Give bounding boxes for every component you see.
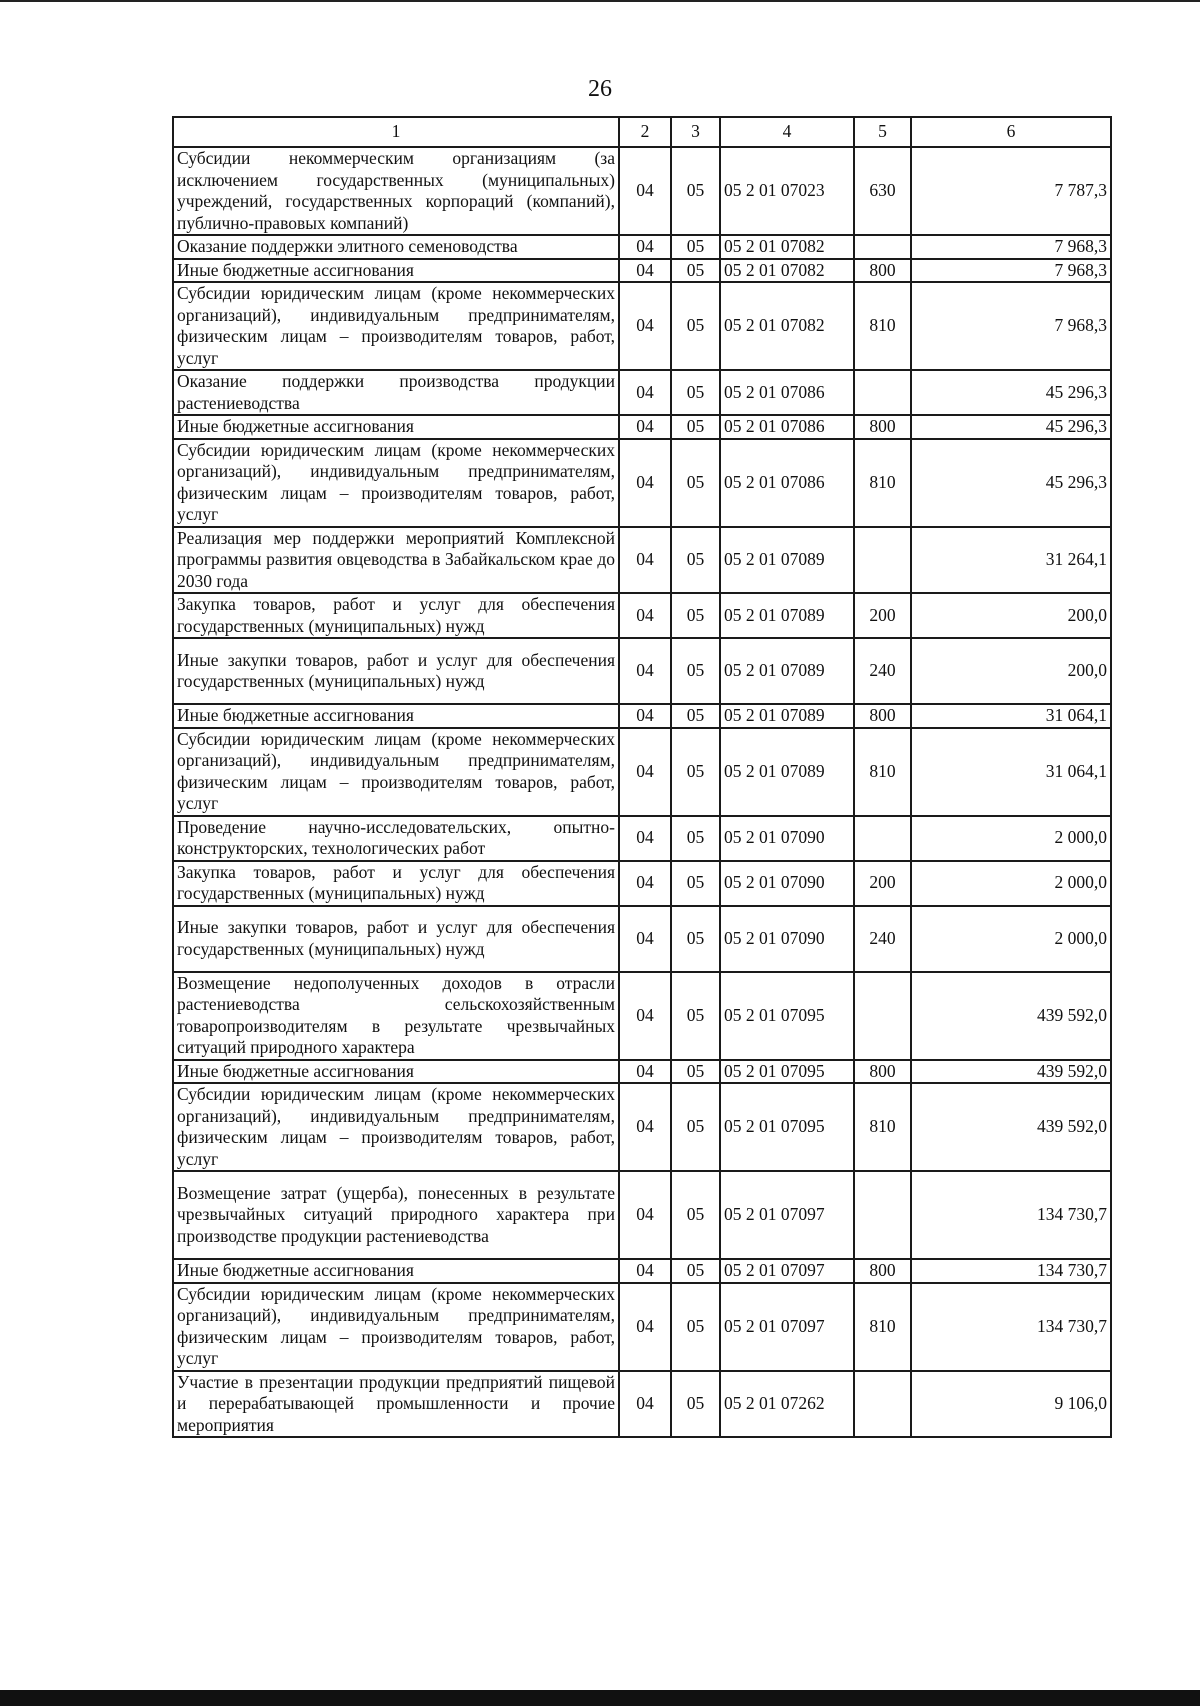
row-section: 04	[619, 527, 671, 594]
row-amount: 7 968,3	[911, 235, 1111, 259]
row-section: 04	[619, 147, 671, 235]
row-name: Проведение научно-исследовательских, опытно-конструкторских, технологических работ	[173, 816, 619, 861]
table-row	[173, 1083, 1111, 1171]
row-name: Иные бюджетные ассигнования	[173, 1259, 619, 1283]
row-target-code: 05 2 01 07090	[720, 816, 854, 861]
table-row	[173, 1171, 1111, 1259]
row-name: Иные бюджетные ассигнования	[173, 259, 619, 283]
table-row	[173, 906, 1111, 972]
table-row	[173, 282, 1111, 370]
row-section: 04	[619, 704, 671, 728]
row-target-code: 05 2 01 07082	[720, 259, 854, 283]
row-target-code: 05 2 01 07089	[720, 704, 854, 728]
row-expense-type: 200	[854, 861, 911, 906]
row-target-code: 05 2 01 07097	[720, 1283, 854, 1371]
row-target-code: 05 2 01 07023	[720, 147, 854, 235]
row-subsection: 05	[671, 282, 720, 370]
row-expense-type: 810	[854, 1283, 911, 1371]
row-name: Субсидии юридическим лицам (кроме некоммерческих организаций), индивидуальным предпринимателям, физическим лицам – производителям товаров, работ, услуг	[173, 728, 619, 816]
table-row	[173, 638, 1111, 704]
table-row	[173, 1060, 1111, 1084]
row-name: Иные закупки товаров, работ и услуг для обеспечения государственных (муниципальных) нужд	[173, 906, 619, 972]
budget-table	[172, 116, 1112, 1438]
row-subsection: 05	[671, 861, 720, 906]
row-section: 04	[619, 1371, 671, 1438]
row-target-code: 05 2 01 07095	[720, 1083, 854, 1171]
row-target-code: 05 2 01 07089	[720, 527, 854, 594]
row-name: Иные бюджетные ассигнования	[173, 415, 619, 439]
header-col-4: 4	[720, 117, 854, 147]
row-expense-type: 630	[854, 147, 911, 235]
row-expense-type: 240	[854, 638, 911, 704]
row-amount: 31 264,1	[911, 527, 1111, 594]
row-expense-type: 810	[854, 439, 911, 527]
row-target-code: 05 2 01 07082	[720, 235, 854, 259]
row-section: 04	[619, 1171, 671, 1259]
row-target-code: 05 2 01 07082	[720, 282, 854, 370]
row-amount: 200,0	[911, 593, 1111, 638]
row-name: Оказание поддержки производства продукции растениеводства	[173, 370, 619, 415]
row-expense-type: 810	[854, 1083, 911, 1171]
row-section: 04	[619, 1259, 671, 1283]
row-section: 04	[619, 1283, 671, 1371]
row-amount: 2 000,0	[911, 816, 1111, 861]
table-row	[173, 1259, 1111, 1283]
row-section: 04	[619, 259, 671, 283]
table-row	[173, 972, 1111, 1060]
table-header-row	[173, 117, 1111, 147]
row-subsection: 05	[671, 147, 720, 235]
row-target-code: 05 2 01 07097	[720, 1171, 854, 1259]
table-row	[173, 370, 1111, 415]
row-target-code: 05 2 01 07090	[720, 861, 854, 906]
row-amount: 9 106,0	[911, 1371, 1111, 1438]
row-name: Иные бюджетные ассигнования	[173, 1060, 619, 1084]
row-expense-type	[854, 816, 911, 861]
page-number: 26	[588, 76, 612, 102]
table-row	[173, 1283, 1111, 1371]
row-section: 04	[619, 593, 671, 638]
row-name: Закупка товаров, работ и услуг для обеспечения государственных (муниципальных) нужд	[173, 593, 619, 638]
row-subsection: 05	[671, 527, 720, 594]
row-section: 04	[619, 1083, 671, 1171]
row-name: Оказание поддержки элитного семеноводства	[173, 235, 619, 259]
row-target-code: 05 2 01 07089	[720, 728, 854, 816]
row-name: Иные бюджетные ассигнования	[173, 704, 619, 728]
row-amount: 439 592,0	[911, 1060, 1111, 1084]
row-target-code: 05 2 01 07090	[720, 906, 854, 972]
row-section: 04	[619, 235, 671, 259]
row-target-code: 05 2 01 07086	[720, 415, 854, 439]
row-subsection: 05	[671, 415, 720, 439]
table-row	[173, 704, 1111, 728]
row-subsection: 05	[671, 370, 720, 415]
row-expense-type: 810	[854, 728, 911, 816]
table-row	[173, 235, 1111, 259]
header-col-1: 1	[173, 117, 619, 147]
row-subsection: 05	[671, 1171, 720, 1259]
row-amount: 134 730,7	[911, 1171, 1111, 1259]
header-col-6: 6	[911, 117, 1111, 147]
row-expense-type	[854, 527, 911, 594]
row-expense-type: 800	[854, 1060, 911, 1084]
row-expense-type	[854, 370, 911, 415]
row-amount: 134 730,7	[911, 1283, 1111, 1371]
table-row	[173, 527, 1111, 594]
row-expense-type	[854, 1371, 911, 1438]
row-target-code: 05 2 01 07089	[720, 593, 854, 638]
scan-bottom-band	[0, 1690, 1200, 1706]
row-expense-type	[854, 1171, 911, 1259]
row-expense-type: 200	[854, 593, 911, 638]
row-name: Иные закупки товаров, работ и услуг для обеспечения государственных (муниципальных) нужд	[173, 638, 619, 704]
top-edge-rule	[0, 0, 1200, 2]
row-amount: 2 000,0	[911, 906, 1111, 972]
row-target-code: 05 2 01 07086	[720, 370, 854, 415]
row-subsection: 05	[671, 1060, 720, 1084]
row-section: 04	[619, 638, 671, 704]
row-name: Закупка товаров, работ и услуг для обеспечения государственных (муниципальных) нужд	[173, 861, 619, 906]
row-subsection: 05	[671, 704, 720, 728]
row-expense-type: 800	[854, 259, 911, 283]
row-section: 04	[619, 816, 671, 861]
row-subsection: 05	[671, 728, 720, 816]
row-expense-type: 240	[854, 906, 911, 972]
row-subsection: 05	[671, 1371, 720, 1438]
row-section: 04	[619, 861, 671, 906]
row-amount: 45 296,3	[911, 370, 1111, 415]
row-name: Субсидии юридическим лицам (кроме некоммерческих организаций), индивидуальным предпринимателям, физическим лицам – производителям товаров, работ, услуг	[173, 1083, 619, 1171]
row-expense-type	[854, 235, 911, 259]
row-subsection: 05	[671, 816, 720, 861]
row-target-code: 05 2 01 07097	[720, 1259, 854, 1283]
row-amount: 31 064,1	[911, 728, 1111, 816]
row-name: Участие в презентации продукции предприятий пищевой и перерабатывающей промышленности и прочие мероприятия	[173, 1371, 619, 1438]
row-amount: 2 000,0	[911, 861, 1111, 906]
row-expense-type: 800	[854, 415, 911, 439]
row-section: 04	[619, 972, 671, 1060]
row-name: Субсидии юридическим лицам (кроме некоммерческих организаций), индивидуальным предпринимателям, физическим лицам – производителям товаров, работ, услуг	[173, 1283, 619, 1371]
row-target-code: 05 2 01 07095	[720, 972, 854, 1060]
row-target-code: 05 2 01 07262	[720, 1371, 854, 1438]
row-subsection: 05	[671, 1259, 720, 1283]
row-subsection: 05	[671, 906, 720, 972]
row-target-code: 05 2 01 07086	[720, 439, 854, 527]
table-row	[173, 816, 1111, 861]
row-amount: 200,0	[911, 638, 1111, 704]
row-subsection: 05	[671, 593, 720, 638]
row-subsection: 05	[671, 235, 720, 259]
row-target-code: 05 2 01 07089	[720, 638, 854, 704]
row-name: Возмещение затрат (ущерба), понесенных в результате чрезвычайных ситуаций природного характера при производстве продукции растениеводства	[173, 1171, 619, 1259]
row-section: 04	[619, 415, 671, 439]
row-expense-type: 810	[854, 282, 911, 370]
row-expense-type	[854, 972, 911, 1060]
row-subsection: 05	[671, 1083, 720, 1171]
row-name: Субсидии юридическим лицам (кроме некоммерческих организаций), индивидуальным предпринимателям, физическим лицам – производителям товаров, работ, услуг	[173, 439, 619, 527]
table-row	[173, 861, 1111, 906]
table-row	[173, 439, 1111, 527]
row-name: Возмещение недополученных доходов в отрасли растениеводства сельскохозяйственным товаропроизводителям в результате чрезвычайных ситуаций природного характера	[173, 972, 619, 1060]
row-amount: 439 592,0	[911, 972, 1111, 1060]
row-section: 04	[619, 370, 671, 415]
row-name: Субсидии юридическим лицам (кроме некоммерческих организаций), индивидуальным предпринимателям, физическим лицам – производителям товаров, работ, услуг	[173, 282, 619, 370]
row-name: Реализация мер поддержки мероприятий Комплексной программы развития овцеводства в Забайкальском крае до 2030 года	[173, 527, 619, 594]
row-amount: 7 787,3	[911, 147, 1111, 235]
row-subsection: 05	[671, 1283, 720, 1371]
row-amount: 7 968,3	[911, 259, 1111, 283]
header-col-5: 5	[854, 117, 911, 147]
row-expense-type: 800	[854, 1259, 911, 1283]
table-row	[173, 415, 1111, 439]
row-amount: 31 064,1	[911, 704, 1111, 728]
row-section: 04	[619, 1060, 671, 1084]
row-amount: 45 296,3	[911, 439, 1111, 527]
row-amount: 439 592,0	[911, 1083, 1111, 1171]
row-subsection: 05	[671, 259, 720, 283]
table-row	[173, 259, 1111, 283]
header-col-2: 2	[619, 117, 671, 147]
row-subsection: 05	[671, 439, 720, 527]
row-subsection: 05	[671, 638, 720, 704]
row-amount: 134 730,7	[911, 1259, 1111, 1283]
table-row	[173, 728, 1111, 816]
table-row	[173, 147, 1111, 235]
row-amount: 7 968,3	[911, 282, 1111, 370]
table-row	[173, 593, 1111, 638]
row-target-code: 05 2 01 07095	[720, 1060, 854, 1084]
row-amount: 45 296,3	[911, 415, 1111, 439]
row-name: Субсидии некоммерческим организациям (за исключением государственных (муниципальных) учреждений, государственных корпораций (компаний), публично-правовых компаний)	[173, 147, 619, 235]
header-col-3: 3	[671, 117, 720, 147]
row-section: 04	[619, 282, 671, 370]
row-section: 04	[619, 439, 671, 527]
row-expense-type: 800	[854, 704, 911, 728]
table-row	[173, 1371, 1111, 1438]
row-section: 04	[619, 728, 671, 816]
row-section: 04	[619, 906, 671, 972]
row-subsection: 05	[671, 972, 720, 1060]
